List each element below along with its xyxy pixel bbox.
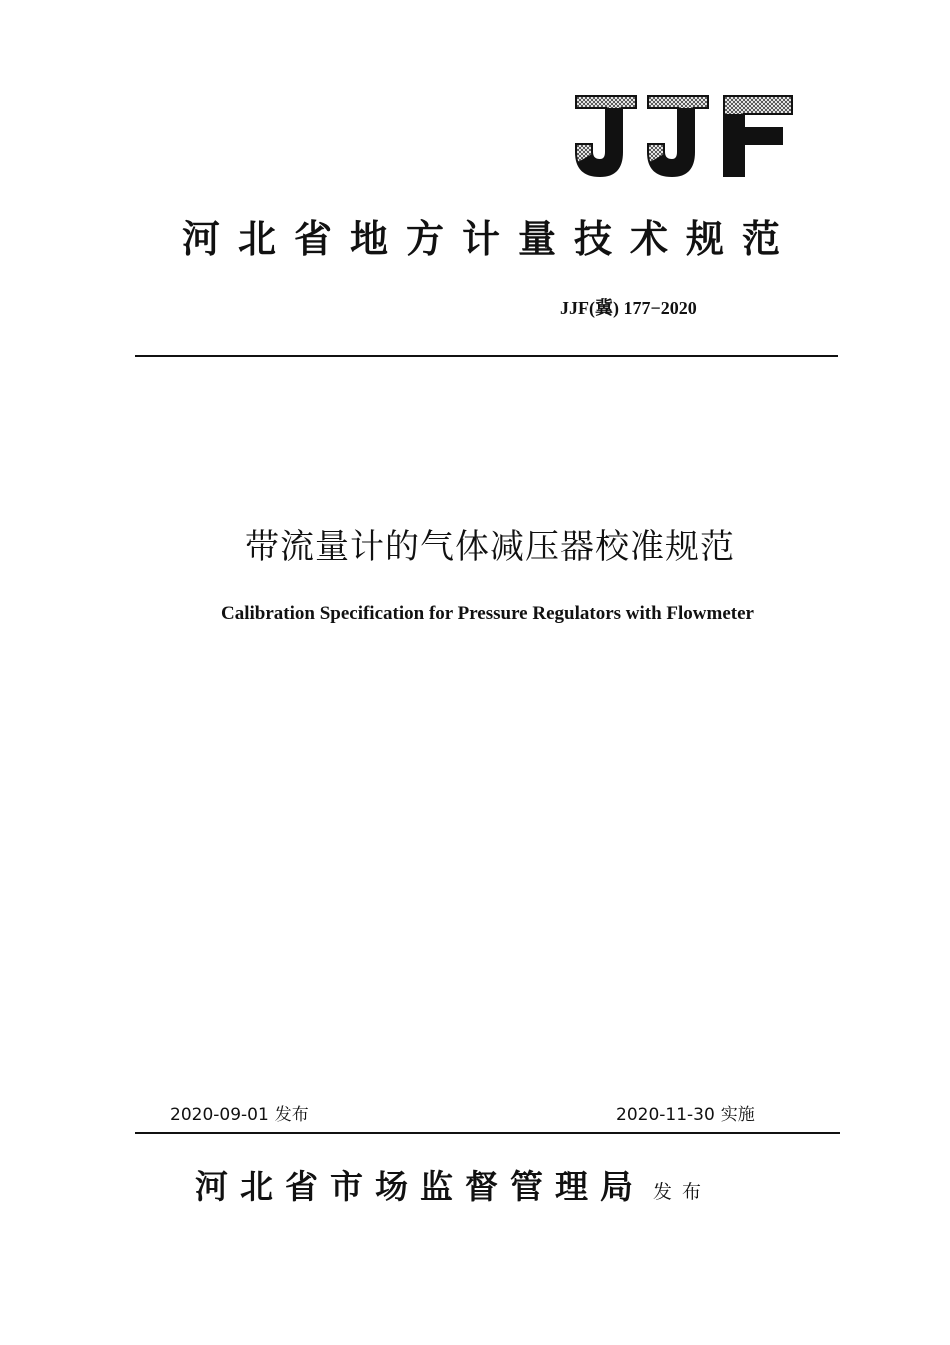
document-number: JJF(冀) 177−2020 xyxy=(560,298,697,318)
series-title: 河北省地方计量技术规范 xyxy=(181,217,798,261)
implementation-date-label: 实施 xyxy=(720,1105,755,1125)
publisher xyxy=(195,1164,815,1210)
publisher-organization: 河北省市场监督管理局 xyxy=(195,1167,645,1206)
publisher-suffix: 发布 xyxy=(653,1181,712,1203)
implementation-date-value: 2020-11-30 xyxy=(616,1105,715,1125)
document-title-english: Calibration Specification for Pressure Regulators with Flowmeter xyxy=(221,603,754,624)
document-title-chinese: 带流量计的气体减压器校准规范 xyxy=(245,527,735,567)
top-divider xyxy=(135,355,838,357)
jjf-logo xyxy=(572,92,794,182)
issue-date-label: 发布 xyxy=(274,1105,309,1125)
implementation-date xyxy=(616,1103,755,1127)
issue-date-value: 2020-09-01 xyxy=(170,1105,269,1125)
issue-date xyxy=(170,1103,309,1127)
bottom-divider xyxy=(135,1132,840,1134)
